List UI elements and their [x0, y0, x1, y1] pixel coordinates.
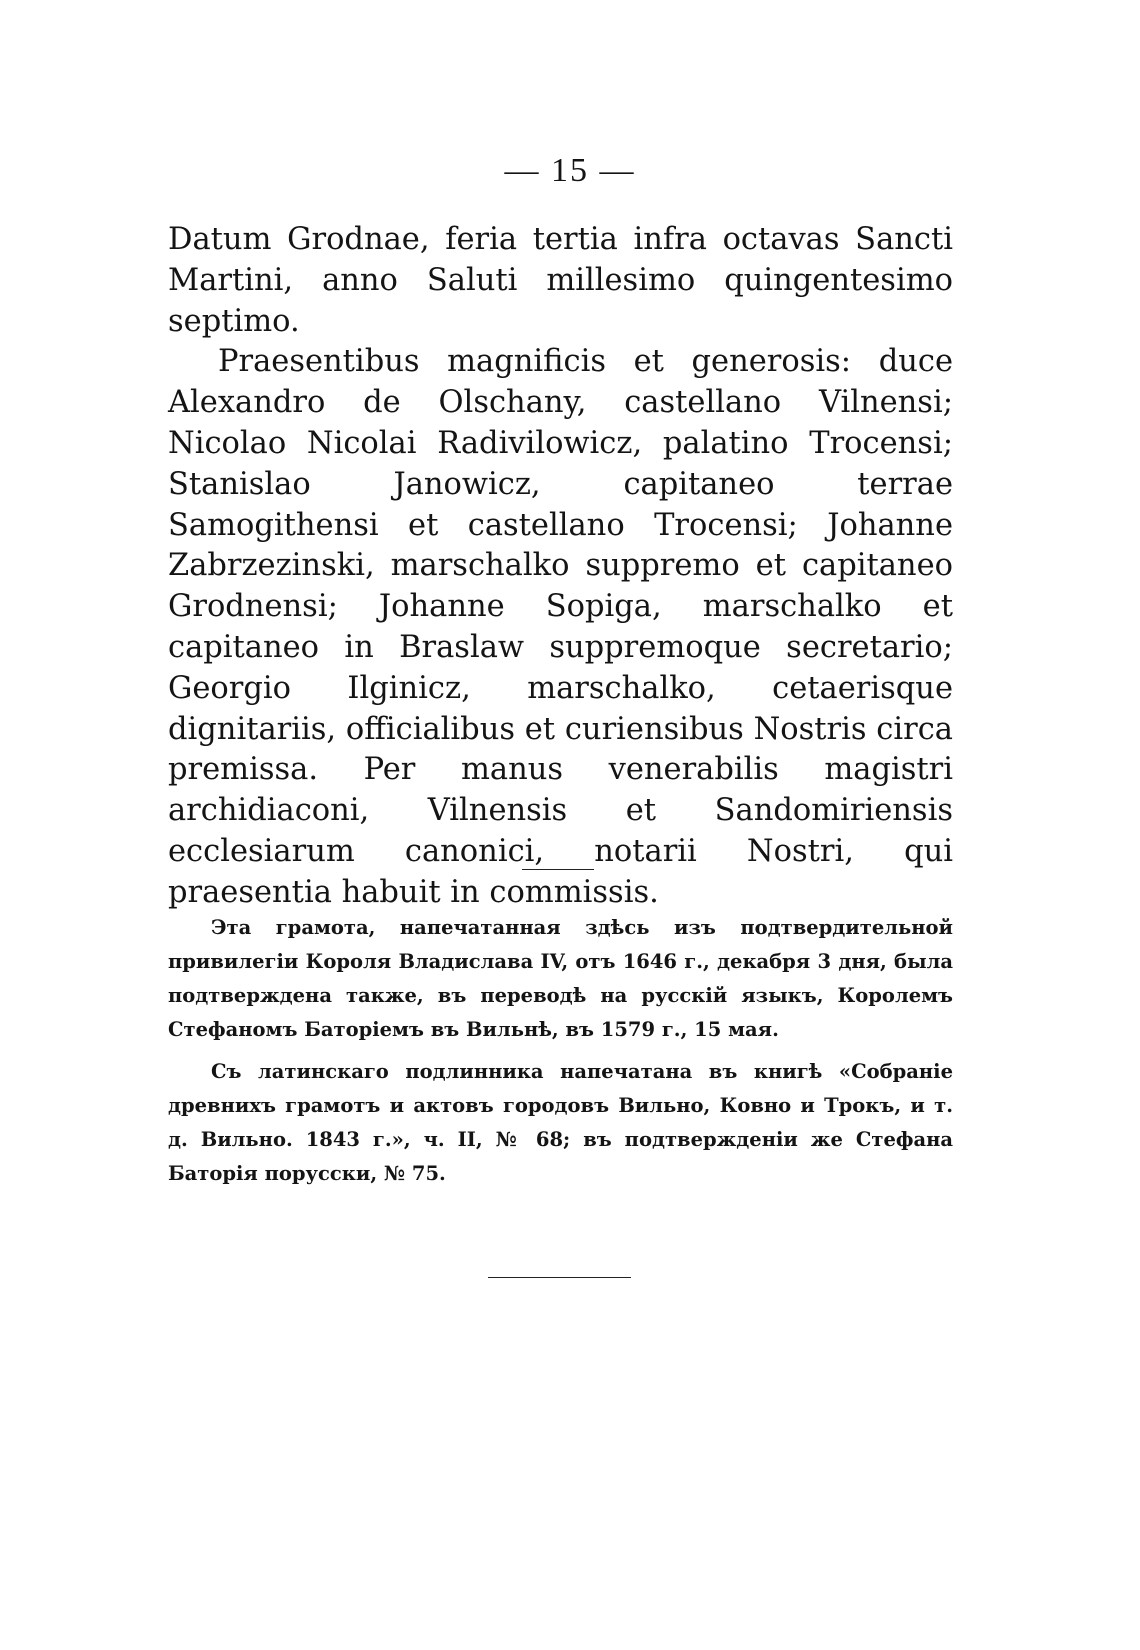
latin-text: [168, 220, 953, 914]
page-number: — 15 —: [504, 152, 636, 189]
latin-paragraph-witnesses: Praesentibus magnificis et generosis: duce Alexandro de Olschany, castellano Vilnensi; Nicolao Nicolai Radivilowicz, palatino Trocensi; Stanislao Janowicz, capitaneo terrae Samogithensi et castellano Trocensi; Johanne Zabrzezinski, marschalko suppremo et capitaneo Grodnensi; Johanne Sopiga, marschalko et capitaneo in Braslaw suppremoque secretario; Georgio Ilginicz, marschalko, cetaerisque dignitariis, officialibus et curiensibus Nostris circa premissa. Per manus venerabilis magistri archidiaconi, Vilnensis et Sandomiriensis ecclesiarum canonici, notarii Nostri, qui praesentia habuit in commissis.: [168, 344, 953, 910]
footnote: [168, 911, 953, 1191]
section-divider: [522, 869, 594, 870]
footnote-paragraph-source: Съ латинскаго подлинника напечатана въ книгѣ «Собраніе древнихъ грамотъ и актовъ городовъ Вильно, Ковно и Трокъ, и т. д. Вильно. 1843 г.», ч. II, № 68; въ подтвержденіи же Стефана Баторія порусски, № 75.: [168, 1060, 953, 1185]
footnote-paragraph-provenance: Эта грамота, напечатанная здѣсь изъ подтвердительной привилегіи Короля Владислава IV, отъ 1646 г., декабря 3 дня, была подтверждена также, въ переводѣ на русскій языкъ, Королемъ Стефаномъ Баторіемъ въ Вильнѣ, въ 1579 г., 15 мая.: [168, 916, 953, 1041]
latin-paragraph-date: Datum Grodnae, feria tertia infra octavas Sancti Martini, anno Saluti millesimo quingentesimo septimo.: [168, 222, 953, 339]
end-divider: [488, 1277, 631, 1278]
